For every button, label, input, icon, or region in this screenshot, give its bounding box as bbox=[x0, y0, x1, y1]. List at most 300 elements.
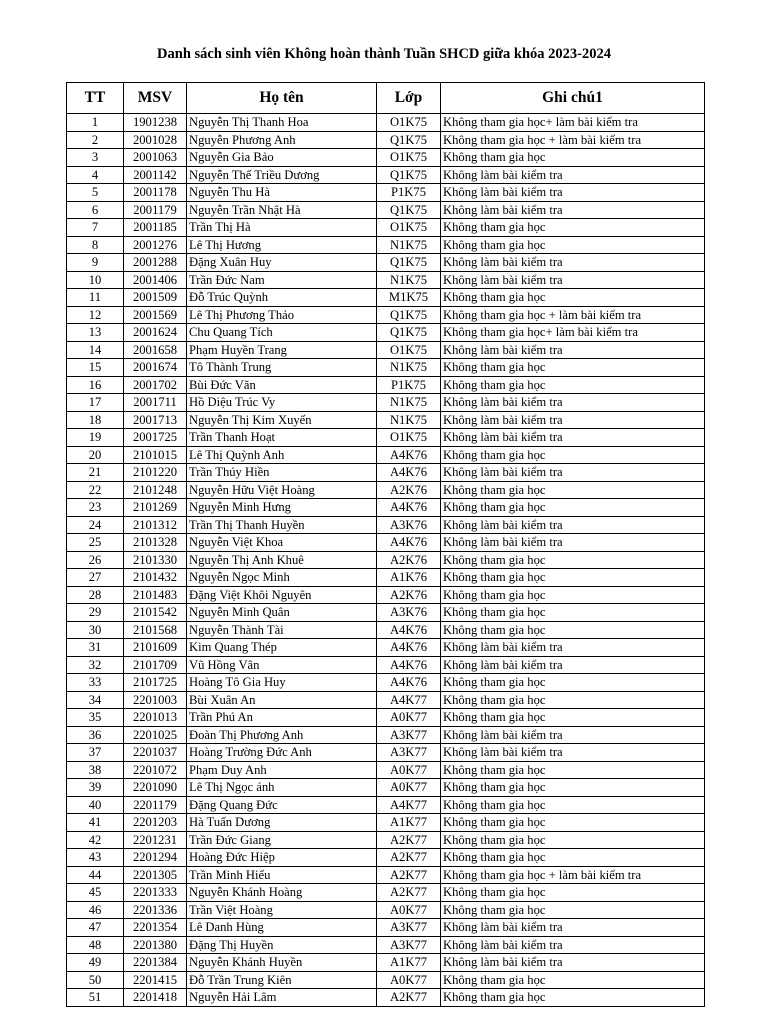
note-cell: Không làm bài kiểm tra bbox=[441, 534, 705, 552]
row-number-cell: 6 bbox=[67, 201, 124, 219]
student-id-cell: 2201354 bbox=[124, 919, 187, 937]
table-row bbox=[67, 761, 705, 779]
note-cell: Không làm bài kiểm tra bbox=[441, 341, 705, 359]
table-row bbox=[67, 726, 705, 744]
student-name-cell: Phạm Huyền Trang bbox=[187, 341, 377, 359]
note-cell: Không tham gia học bbox=[441, 901, 705, 919]
class-code-cell: Q1K75 bbox=[377, 131, 441, 149]
row-number-cell: 15 bbox=[67, 359, 124, 377]
class-code-cell: Q1K75 bbox=[377, 166, 441, 184]
student-name-cell: Nguyễn Khánh Hoàng bbox=[187, 884, 377, 902]
student-name-cell: Lê Thị Hương bbox=[187, 236, 377, 254]
student-id-cell: 2201179 bbox=[124, 796, 187, 814]
note-cell: Không làm bài kiểm tra bbox=[441, 516, 705, 534]
student-id-cell: 2101609 bbox=[124, 639, 187, 657]
row-number-cell: 22 bbox=[67, 481, 124, 499]
note-cell: Không làm bài kiểm tra bbox=[441, 639, 705, 657]
student-id-cell: 2001179 bbox=[124, 201, 187, 219]
row-number-cell: 46 bbox=[67, 901, 124, 919]
note-cell: Không tham gia học bbox=[441, 814, 705, 832]
student-name-cell: Tô Thành Trung bbox=[187, 359, 377, 377]
student-id-cell: 2201336 bbox=[124, 901, 187, 919]
student-id-cell: 2201231 bbox=[124, 831, 187, 849]
table-row bbox=[67, 604, 705, 622]
row-number-cell: 27 bbox=[67, 569, 124, 587]
note-cell: Không làm bài kiểm tra bbox=[441, 936, 705, 954]
row-number-cell: 2 bbox=[67, 131, 124, 149]
row-number-cell: 9 bbox=[67, 254, 124, 272]
student-id-cell: 2101709 bbox=[124, 656, 187, 674]
table-row bbox=[67, 359, 705, 377]
row-number-cell: 38 bbox=[67, 761, 124, 779]
student-name-cell: Chu Quang Tích bbox=[187, 324, 377, 342]
note-cell: Không tham gia học bbox=[441, 621, 705, 639]
class-code-cell: A2K76 bbox=[377, 551, 441, 569]
student-name-cell: Vũ Hồng Vân bbox=[187, 656, 377, 674]
table-row bbox=[67, 516, 705, 534]
student-id-cell: 2001288 bbox=[124, 254, 187, 272]
class-code-cell: P1K75 bbox=[377, 376, 441, 394]
note-cell: Không làm bài kiểm tra bbox=[441, 744, 705, 762]
student-id-cell: 2101542 bbox=[124, 604, 187, 622]
student-name-cell: Trần Đức Giang bbox=[187, 831, 377, 849]
note-cell: Không làm bài kiểm tra bbox=[441, 201, 705, 219]
student-name-cell: Hồ Diệu Trúc Vy bbox=[187, 394, 377, 412]
table-row bbox=[67, 849, 705, 867]
student-name-cell: Nguyễn Hải Lâm bbox=[187, 989, 377, 1007]
student-name-cell: Nguyễn Khánh Huyền bbox=[187, 954, 377, 972]
student-id-cell: 2201203 bbox=[124, 814, 187, 832]
student-name-cell: Đặng Xuân Huy bbox=[187, 254, 377, 272]
table-row bbox=[67, 691, 705, 709]
student-name-cell: Lê Danh Hùng bbox=[187, 919, 377, 937]
student-id-cell: 2201037 bbox=[124, 744, 187, 762]
row-number-cell: 45 bbox=[67, 884, 124, 902]
note-cell: Không tham gia học + làm bài kiểm tra bbox=[441, 306, 705, 324]
table-row bbox=[67, 709, 705, 727]
student-name-cell: Nguyễn Thu Hà bbox=[187, 184, 377, 202]
row-number-cell: 50 bbox=[67, 971, 124, 989]
class-code-cell: A3K77 bbox=[377, 726, 441, 744]
student-name-cell: Nguyễn Minh Hưng bbox=[187, 499, 377, 517]
row-number-cell: 28 bbox=[67, 586, 124, 604]
class-code-cell: A2K76 bbox=[377, 481, 441, 499]
class-code-cell: Q1K75 bbox=[377, 324, 441, 342]
class-code-cell: A0K77 bbox=[377, 709, 441, 727]
note-cell: Không làm bài kiểm tra bbox=[441, 919, 705, 937]
note-cell: Không làm bài kiểm tra bbox=[441, 464, 705, 482]
student-id-cell: 2201415 bbox=[124, 971, 187, 989]
table-row bbox=[67, 306, 705, 324]
row-number-cell: 10 bbox=[67, 271, 124, 289]
student-id-cell: 2001658 bbox=[124, 341, 187, 359]
class-code-cell: A3K76 bbox=[377, 516, 441, 534]
row-number-cell: 7 bbox=[67, 219, 124, 237]
student-name-cell: Hoàng Tô Gia Huy bbox=[187, 674, 377, 692]
student-name-cell: Nguyễn Thành Tài bbox=[187, 621, 377, 639]
student-id-cell: 2101568 bbox=[124, 621, 187, 639]
class-code-cell: O1K75 bbox=[377, 429, 441, 447]
row-number-cell: 47 bbox=[67, 919, 124, 937]
note-cell: Không tham gia học bbox=[441, 499, 705, 517]
student-id-cell: 2101725 bbox=[124, 674, 187, 692]
row-number-cell: 36 bbox=[67, 726, 124, 744]
table-row bbox=[67, 551, 705, 569]
class-code-cell: A2K77 bbox=[377, 884, 441, 902]
student-table bbox=[66, 82, 705, 1007]
table-row bbox=[67, 674, 705, 692]
student-name-cell: Đặng Việt Khôi Nguyên bbox=[187, 586, 377, 604]
table-row bbox=[67, 919, 705, 937]
row-number-cell: 12 bbox=[67, 306, 124, 324]
note-cell: Không làm bài kiểm tra bbox=[441, 271, 705, 289]
student-name-cell: Đặng Quang Đức bbox=[187, 796, 377, 814]
student-name-cell: Trần Minh Hiếu bbox=[187, 866, 377, 884]
student-name-cell: Kim Quang Thép bbox=[187, 639, 377, 657]
row-number-cell: 20 bbox=[67, 446, 124, 464]
student-id-cell: 2201072 bbox=[124, 761, 187, 779]
column-header-name: Họ tên bbox=[187, 83, 377, 114]
note-cell: Không tham gia học bbox=[441, 586, 705, 604]
student-name-cell: Nguyễn Thị Anh Khuê bbox=[187, 551, 377, 569]
column-header-class: Lớp bbox=[377, 83, 441, 114]
note-cell: Không tham gia học bbox=[441, 674, 705, 692]
student-id-cell: 2201305 bbox=[124, 866, 187, 884]
student-id-cell: 2001713 bbox=[124, 411, 187, 429]
student-id-cell: 2001702 bbox=[124, 376, 187, 394]
student-id-cell: 2101432 bbox=[124, 569, 187, 587]
student-name-cell: Nguyễn Thị Kim Xuyến bbox=[187, 411, 377, 429]
class-code-cell: A4K76 bbox=[377, 674, 441, 692]
row-number-cell: 51 bbox=[67, 989, 124, 1007]
class-code-cell: A3K76 bbox=[377, 604, 441, 622]
class-code-cell: A0K77 bbox=[377, 971, 441, 989]
note-cell: Không tham gia học bbox=[441, 831, 705, 849]
table-body bbox=[67, 114, 705, 1007]
note-cell: Không tham gia học bbox=[441, 691, 705, 709]
row-number-cell: 35 bbox=[67, 709, 124, 727]
class-code-cell: A4K76 bbox=[377, 621, 441, 639]
student-id-cell: 2001725 bbox=[124, 429, 187, 447]
row-number-cell: 18 bbox=[67, 411, 124, 429]
student-name-cell: Hoàng Đức Hiệp bbox=[187, 849, 377, 867]
table-row bbox=[67, 534, 705, 552]
student-name-cell: Trần Đức Nam bbox=[187, 271, 377, 289]
class-code-cell: N1K75 bbox=[377, 271, 441, 289]
class-code-cell: Q1K75 bbox=[377, 254, 441, 272]
student-id-cell: 2001178 bbox=[124, 184, 187, 202]
table-row bbox=[67, 236, 705, 254]
class-code-cell: A3K77 bbox=[377, 744, 441, 762]
student-id-cell: 2201025 bbox=[124, 726, 187, 744]
table-row bbox=[67, 586, 705, 604]
class-code-cell: N1K75 bbox=[377, 359, 441, 377]
row-number-cell: 43 bbox=[67, 849, 124, 867]
table-row bbox=[67, 481, 705, 499]
student-id-cell: 2001406 bbox=[124, 271, 187, 289]
table-row bbox=[67, 429, 705, 447]
row-number-cell: 13 bbox=[67, 324, 124, 342]
table-row bbox=[67, 131, 705, 149]
student-id-cell: 2201013 bbox=[124, 709, 187, 727]
student-id-cell: 2101248 bbox=[124, 481, 187, 499]
student-name-cell: Hoàng Trường Đức Anh bbox=[187, 744, 377, 762]
row-number-cell: 29 bbox=[67, 604, 124, 622]
note-cell: Không tham gia học bbox=[441, 761, 705, 779]
class-code-cell: A4K77 bbox=[377, 796, 441, 814]
note-cell: Không tham gia học bbox=[441, 779, 705, 797]
class-code-cell: Q1K75 bbox=[377, 201, 441, 219]
note-cell: Không tham gia học bbox=[441, 481, 705, 499]
row-number-cell: 19 bbox=[67, 429, 124, 447]
row-number-cell: 41 bbox=[67, 814, 124, 832]
student-id-cell: 2201294 bbox=[124, 849, 187, 867]
note-cell: Không tham gia học bbox=[441, 604, 705, 622]
row-number-cell: 4 bbox=[67, 166, 124, 184]
class-code-cell: A3K77 bbox=[377, 936, 441, 954]
student-name-cell: Bùi Đức Văn bbox=[187, 376, 377, 394]
note-cell: Không làm bài kiểm tra bbox=[441, 184, 705, 202]
column-header-note: Ghi chú1 bbox=[441, 83, 705, 114]
row-number-cell: 11 bbox=[67, 289, 124, 307]
note-cell: Không tham gia học bbox=[441, 149, 705, 167]
table-row bbox=[67, 831, 705, 849]
table-row bbox=[67, 744, 705, 762]
row-number-cell: 32 bbox=[67, 656, 124, 674]
note-cell: Không làm bài kiểm tra bbox=[441, 429, 705, 447]
student-name-cell: Nguyễn Thị Thanh Hoa bbox=[187, 114, 377, 132]
student-name-cell: Lê Thị Ngọc ánh bbox=[187, 779, 377, 797]
student-name-cell: Phạm Duy Anh bbox=[187, 761, 377, 779]
student-name-cell: Trần Thanh Hoạt bbox=[187, 429, 377, 447]
class-code-cell: A2K77 bbox=[377, 831, 441, 849]
note-cell: Không tham gia học bbox=[441, 569, 705, 587]
class-code-cell: A4K76 bbox=[377, 656, 441, 674]
table-row bbox=[67, 219, 705, 237]
row-number-cell: 37 bbox=[67, 744, 124, 762]
table-row bbox=[67, 289, 705, 307]
student-id-cell: 2201333 bbox=[124, 884, 187, 902]
class-code-cell: A2K76 bbox=[377, 586, 441, 604]
note-cell: Không tham gia học+ làm bài kiểm tra bbox=[441, 114, 705, 132]
table-row bbox=[67, 166, 705, 184]
student-id-cell: 1901238 bbox=[124, 114, 187, 132]
row-number-cell: 5 bbox=[67, 184, 124, 202]
class-code-cell: N1K75 bbox=[377, 411, 441, 429]
student-name-cell: Trần Việt Hoàng bbox=[187, 901, 377, 919]
row-number-cell: 17 bbox=[67, 394, 124, 412]
table-row bbox=[67, 324, 705, 342]
note-cell: Không tham gia học bbox=[441, 376, 705, 394]
student-id-cell: 2201418 bbox=[124, 989, 187, 1007]
class-code-cell: N1K75 bbox=[377, 236, 441, 254]
student-name-cell: Hà Tuấn Dương bbox=[187, 814, 377, 832]
class-code-cell: A4K76 bbox=[377, 499, 441, 517]
table-row bbox=[67, 639, 705, 657]
student-id-cell: 2101483 bbox=[124, 586, 187, 604]
table-row bbox=[67, 954, 705, 972]
row-number-cell: 26 bbox=[67, 551, 124, 569]
student-id-cell: 2001624 bbox=[124, 324, 187, 342]
class-code-cell: A4K76 bbox=[377, 639, 441, 657]
student-name-cell: Nguyễn Trần Nhật Hà bbox=[187, 201, 377, 219]
table-row bbox=[67, 114, 705, 132]
table-row bbox=[67, 901, 705, 919]
row-number-cell: 1 bbox=[67, 114, 124, 132]
row-number-cell: 23 bbox=[67, 499, 124, 517]
student-name-cell: Nguyễn Phương Anh bbox=[187, 131, 377, 149]
row-number-cell: 34 bbox=[67, 691, 124, 709]
student-name-cell: Nguyễn Minh Quân bbox=[187, 604, 377, 622]
table-row bbox=[67, 796, 705, 814]
note-cell: Không tham gia học bbox=[441, 551, 705, 569]
note-cell: Không tham gia học bbox=[441, 989, 705, 1007]
student-id-cell: 2201384 bbox=[124, 954, 187, 972]
class-code-cell: A0K77 bbox=[377, 901, 441, 919]
class-code-cell: A4K76 bbox=[377, 534, 441, 552]
student-id-cell: 2201090 bbox=[124, 779, 187, 797]
class-code-cell: O1K75 bbox=[377, 341, 441, 359]
row-number-cell: 33 bbox=[67, 674, 124, 692]
student-name-cell: Đoàn Thị Phương Anh bbox=[187, 726, 377, 744]
student-name-cell: Trần Thúy Hiền bbox=[187, 464, 377, 482]
student-id-cell: 2001142 bbox=[124, 166, 187, 184]
table-row bbox=[67, 411, 705, 429]
note-cell: Không làm bài kiểm tra bbox=[441, 394, 705, 412]
student-id-cell: 2101312 bbox=[124, 516, 187, 534]
class-code-cell: O1K75 bbox=[377, 149, 441, 167]
note-cell: Không tham gia học bbox=[441, 796, 705, 814]
table-row bbox=[67, 201, 705, 219]
note-cell: Không tham gia học bbox=[441, 289, 705, 307]
class-code-cell: A0K77 bbox=[377, 779, 441, 797]
student-name-cell: Lê Thị Quỳnh Anh bbox=[187, 446, 377, 464]
row-number-cell: 48 bbox=[67, 936, 124, 954]
row-number-cell: 3 bbox=[67, 149, 124, 167]
row-number-cell: 14 bbox=[67, 341, 124, 359]
note-cell: Không làm bài kiểm tra bbox=[441, 254, 705, 272]
class-code-cell: O1K75 bbox=[377, 219, 441, 237]
table-row bbox=[67, 866, 705, 884]
note-cell: Không tham gia học bbox=[441, 446, 705, 464]
row-number-cell: 8 bbox=[67, 236, 124, 254]
student-id-cell: 2001028 bbox=[124, 131, 187, 149]
row-number-cell: 21 bbox=[67, 464, 124, 482]
note-cell: Không làm bài kiểm tra bbox=[441, 411, 705, 429]
student-name-cell: Đỗ Trúc Quỳnh bbox=[187, 289, 377, 307]
row-number-cell: 49 bbox=[67, 954, 124, 972]
student-id-cell: 2101330 bbox=[124, 551, 187, 569]
table-row bbox=[67, 394, 705, 412]
student-name-cell: Trần Thị Thanh Huyền bbox=[187, 516, 377, 534]
table-row bbox=[67, 499, 705, 517]
note-cell: Không tham gia học bbox=[441, 884, 705, 902]
student-id-cell: 2001711 bbox=[124, 394, 187, 412]
note-cell: Không tham gia học bbox=[441, 236, 705, 254]
student-id-cell: 2201003 bbox=[124, 691, 187, 709]
row-number-cell: 39 bbox=[67, 779, 124, 797]
student-id-cell: 2001569 bbox=[124, 306, 187, 324]
table-row bbox=[67, 271, 705, 289]
class-code-cell: A1K77 bbox=[377, 954, 441, 972]
student-name-cell: Đặng Thị Huyền bbox=[187, 936, 377, 954]
student-id-cell: 2101220 bbox=[124, 464, 187, 482]
student-id-cell: 2001674 bbox=[124, 359, 187, 377]
table-row bbox=[67, 376, 705, 394]
table-row bbox=[67, 464, 705, 482]
row-number-cell: 30 bbox=[67, 621, 124, 639]
table-header bbox=[67, 83, 705, 114]
class-code-cell: A4K77 bbox=[377, 691, 441, 709]
class-code-cell: Q1K75 bbox=[377, 306, 441, 324]
table-row bbox=[67, 446, 705, 464]
class-code-cell: O1K75 bbox=[377, 114, 441, 132]
student-name-cell: Nguyễn Hữu Việt Hoàng bbox=[187, 481, 377, 499]
row-number-cell: 31 bbox=[67, 639, 124, 657]
student-name-cell: Lê Thị Phương Thảo bbox=[187, 306, 377, 324]
note-cell: Không làm bài kiểm tra bbox=[441, 166, 705, 184]
class-code-cell: A4K76 bbox=[377, 464, 441, 482]
student-name-cell: Đỗ Trần Trung Kiên bbox=[187, 971, 377, 989]
table-row bbox=[67, 989, 705, 1007]
class-code-cell: A2K77 bbox=[377, 849, 441, 867]
table-row bbox=[67, 569, 705, 587]
page-title: Danh sách sinh viên Không hoàn thành Tuần SHCD giữa khóa 2023-2024 bbox=[157, 46, 611, 62]
student-id-cell: 2201380 bbox=[124, 936, 187, 954]
class-code-cell: N1K75 bbox=[377, 394, 441, 412]
row-number-cell: 40 bbox=[67, 796, 124, 814]
table-row bbox=[67, 656, 705, 674]
student-id-cell: 2101269 bbox=[124, 499, 187, 517]
column-header-tt: TT bbox=[67, 83, 124, 114]
class-code-cell: A0K77 bbox=[377, 761, 441, 779]
student-id-cell: 2001276 bbox=[124, 236, 187, 254]
row-number-cell: 25 bbox=[67, 534, 124, 552]
student-name-cell: Bùi Xuân An bbox=[187, 691, 377, 709]
note-cell: Không tham gia học bbox=[441, 359, 705, 377]
student-name-cell: Nguyễn Gia Bảo bbox=[187, 149, 377, 167]
class-code-cell: A3K77 bbox=[377, 919, 441, 937]
class-code-cell: A1K77 bbox=[377, 814, 441, 832]
note-cell: Không tham gia học bbox=[441, 849, 705, 867]
row-number-cell: 44 bbox=[67, 866, 124, 884]
class-code-cell: A2K77 bbox=[377, 989, 441, 1007]
column-header-msv: MSV bbox=[124, 83, 187, 114]
note-cell: Không làm bài kiểm tra bbox=[441, 726, 705, 744]
note-cell: Không tham gia học bbox=[441, 219, 705, 237]
note-cell: Không làm bài kiểm tra bbox=[441, 954, 705, 972]
note-cell: Không tham gia học+ làm bài kiểm tra bbox=[441, 324, 705, 342]
student-name-cell: Nguyễn Ngọc Minh bbox=[187, 569, 377, 587]
table-row bbox=[67, 971, 705, 989]
header-row bbox=[67, 83, 705, 114]
student-name-cell: Trần Phú An bbox=[187, 709, 377, 727]
table-row bbox=[67, 254, 705, 272]
class-code-cell: A2K77 bbox=[377, 866, 441, 884]
class-code-cell: P1K75 bbox=[377, 184, 441, 202]
note-cell: Không tham gia học bbox=[441, 971, 705, 989]
table-row bbox=[67, 779, 705, 797]
student-name-cell: Nguyễn Việt Khoa bbox=[187, 534, 377, 552]
table-row bbox=[67, 621, 705, 639]
note-cell: Không tham gia học + làm bài kiểm tra bbox=[441, 131, 705, 149]
student-id-cell: 2101015 bbox=[124, 446, 187, 464]
row-number-cell: 16 bbox=[67, 376, 124, 394]
student-name-cell: Trần Thị Hà bbox=[187, 219, 377, 237]
student-id-cell: 2001063 bbox=[124, 149, 187, 167]
row-number-cell: 24 bbox=[67, 516, 124, 534]
note-cell: Không tham gia học + làm bài kiểm tra bbox=[441, 866, 705, 884]
